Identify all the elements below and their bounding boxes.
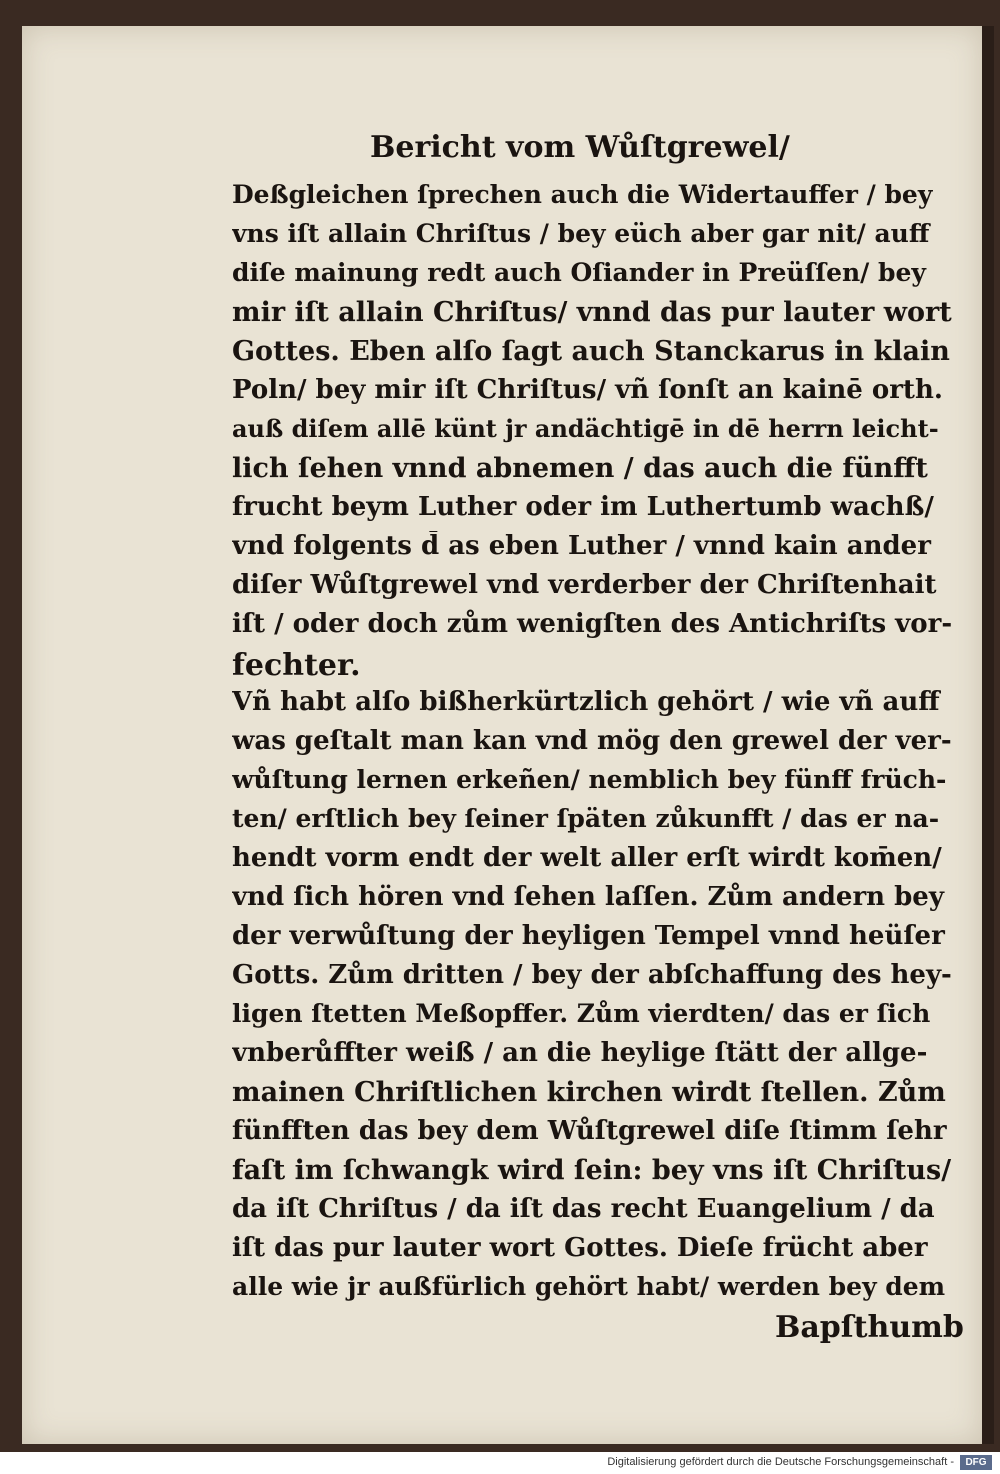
- footer-bar: [0, 1452, 1000, 1474]
- text-line: Poln/ bey mir iſt Chriſtus/ vñ ſonſt an kainē orth.: [232, 375, 943, 405]
- text-line: ligen ſtetten Meßopffer. Zům vierdten/ das er ſich: [232, 999, 931, 1028]
- text-line: was geſtalt man kan vnd mög den grewel der ver-: [232, 726, 952, 756]
- text-line: hendt vorm endt der welt aller erſt wirdt kom̄en/: [232, 843, 942, 873]
- text-line: mir iſt allain Chriſtus/ vnnd das pur lauter wort: [232, 297, 952, 328]
- text-line: diſe mainung redt auch Oſiander in Preüſſen/ bey: [232, 258, 926, 287]
- text-line: da iſt Chriſtus / da iſt das recht Euangelium / da: [232, 1194, 935, 1224]
- text-line: auß diſem allē künt jr andächtigē in dē herrn leicht-: [232, 414, 939, 443]
- text-line: faſt im ſchwangk wird ſein: bey vns iſt Chriſtus/: [232, 1155, 952, 1186]
- text-line: diſer Wůſtgrewel vnd verderber der Chriſtenhait: [232, 570, 937, 600]
- text-line: mainen Chriſtlichen kirchen wirdt ſtellen. Zům: [232, 1077, 946, 1108]
- footer-credit: Digitalisierung gefördert durch die Deutsche Forschungsgemeinschaft -: [607, 1456, 954, 1468]
- text-line: iſt das pur lauter wort Gottes. Dieſe frücht aber: [232, 1233, 928, 1263]
- text-line: der verwůſtung der heyligen Tempel vnnd heüſer: [232, 921, 945, 951]
- text-line: fünfften das bey dem Wůſtgrewel diſe ſtimm ſehr: [232, 1116, 947, 1146]
- running-head: Bericht vom Wůſtgrewel/: [370, 130, 790, 165]
- text-line: vnd folgents d̄ as eben Luther / vnnd kain ander: [232, 531, 931, 561]
- text-line: vns iſt allain Chriſtus / bey eüch aber gar nit/ auff: [232, 219, 930, 248]
- text-line: vnd ſich hören vnd ſehen laſſen. Zům andern bey: [232, 882, 944, 912]
- text-line: vnberůffter weiß / an die heylige ſtätt der allge-: [232, 1038, 928, 1068]
- text-line: frucht beym Luther oder im Luthertumb wachß/: [232, 492, 934, 522]
- text-line: ten/ erſtlich bey ſeiner ſpäten zůkunfft / das er na-: [232, 804, 940, 833]
- dfg-logo-icon: DFG: [960, 1455, 992, 1470]
- text-line: wůſtung lernen erkeñen/ nemblich bey fünff früch-: [232, 765, 947, 794]
- text-line: fechter.: [232, 648, 361, 683]
- text-line: lich ſehen vnnd abnemen / das auch die fünfft: [232, 453, 928, 484]
- text-line: iſt / oder doch zům wenigſten des Antichriſts vor-: [232, 609, 952, 639]
- text-line: Gottes. Eben alſo ſagt auch Stanckarus in klain: [232, 336, 950, 367]
- text-line: Deßgleichen ſprechen auch die Widertauffer / bey: [232, 180, 933, 209]
- catchword: Bapſthumb: [775, 1310, 964, 1345]
- page-edge: [982, 26, 994, 1444]
- text-line: alle wie jr außfürlich gehört habt/ werden bey dem: [232, 1272, 946, 1301]
- text-line: Vñ habt alſo bißherkürtzlich gehört / wie vñ auff: [232, 687, 940, 717]
- text-line: Gotts. Zům dritten / bey der abſchaffung des hey-: [232, 960, 952, 990]
